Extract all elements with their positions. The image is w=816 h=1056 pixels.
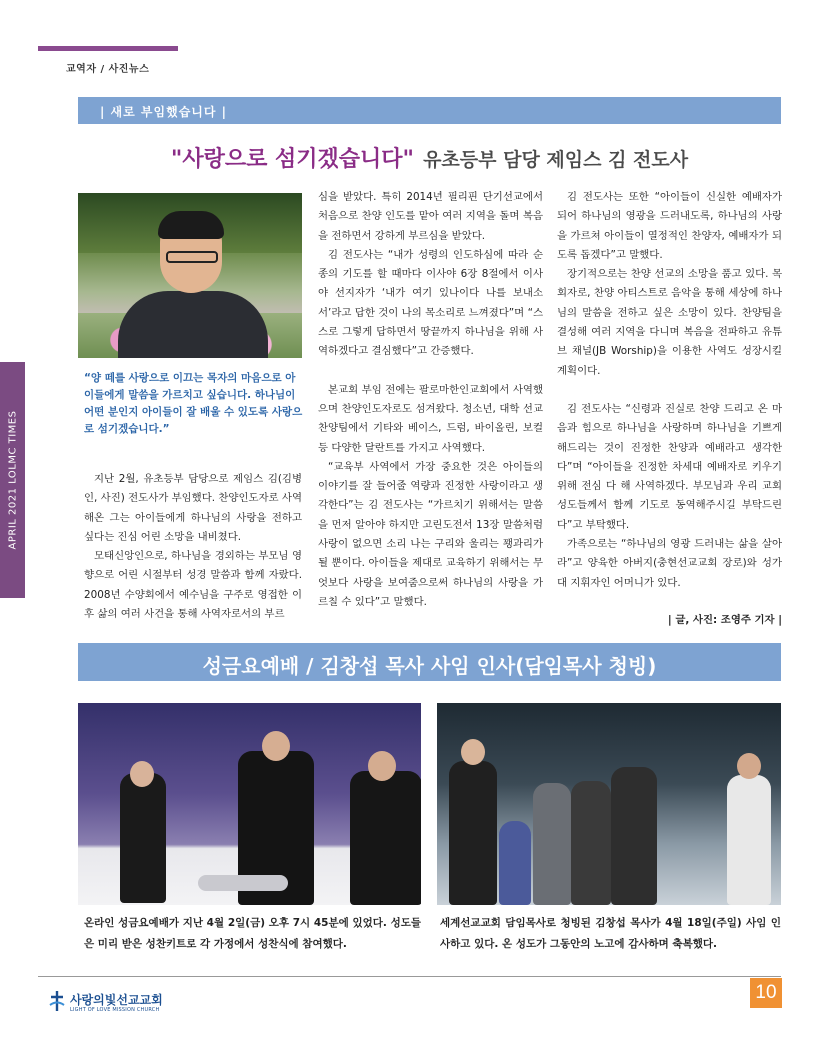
paragraph: 김 전도사는 “내가 성령의 인도하심에 따라 순종의 기도를 할 때마다 이사야 6장 8절에서 이사야 선지자가 ‘내가 여기 있나이다 나를 보내소서’라고 답한 것이 나의 목소리로 느껴졌다”며 “스스로 그렇게 답하면서 땅끝까지 하나님을 위해 사역하겠다고 결심했다”고 간증했다. (318, 248, 543, 358)
paragraph: 김 전도사는 또한 “아이들이 신실한 예배자가 되어 하나님의 영광을 드러내도록, 하나님의 사랑을 가르쳐 아이들이 열정적인 찬양자, 예배자가 되도록 돕겠다”고 말했다. (557, 191, 782, 261)
category-label: | 새로 부임했습니다 | (100, 105, 228, 119)
paragraph: 심을 받았다. 특히 2014년 필리핀 단기선교에서 처음으로 찬양 인도를 맡아 여러 지역을 돌며 복음을 전하면서 강하게 부르심을 받았다. (318, 191, 543, 242)
paragraph: 김 전도사는 “신령과 진실로 찬양 드리고 온 마음과 힘으로 하나님을 사랑하며 하나님을 기쁘게 해드리는 것이 진정한 찬양과 예배라고 생각한다”며 “아이들을 진정한 차세대 예배자로 키우기 위해 전심 다 해 사역하겠다. 부모님과 우리 교회 성도들께서 함께 기도로 동역해주시길 부탁드린다”고 부탁했다. (557, 402, 782, 531)
header-accent-bar (38, 46, 178, 51)
side-tab-label: APRIL 2021 LOLMC TIMES (7, 410, 18, 550)
photo-news-title: 성금요예배 / 김창섭 목사 사임 인사(담임목사 청빙) (202, 654, 657, 678)
headline-quote: "사랑으로 섬기겠습니다" (170, 147, 414, 172)
photo-news-banner (78, 643, 781, 681)
byline: | 글, 사진: 조영주 기자 | (667, 614, 782, 626)
good-friday-photo (78, 703, 421, 905)
logo-korean-name: 사랑의빛선교교회 (70, 993, 163, 1007)
farewell-photo (437, 703, 781, 905)
photo-caption-right: 세계선교교회 담임목사로 청빙된 김창섭 목사가 4월 18일(주일) 사임 인사하고 있다. 온 성도가 그동안의 노고에 감사하며 축복했다. (440, 917, 781, 950)
paragraph: 가족으로는 “하나님의 영광 드러내는 삶을 살아라”고 양육한 아버지(충현선교교회 장로)와 성가대 지휘자인 어머니가 있다. (557, 538, 782, 589)
paragraph: 모태신앙인으로, 하나님을 경외하는 부모님 영향으로 어린 시절부터 성경 말씀과 함께 자랐다. 2008년 수양회에서 예수님을 구주로 영접한 이후 삶의 여러 사건을 통해 사역자로서의 부르 (84, 550, 302, 621)
footer-divider (38, 976, 781, 977)
side-tab (0, 362, 25, 598)
article-headline (78, 142, 781, 173)
logo-english-name: LIGHT OF LOVE MISSION CHURCH (70, 1007, 160, 1013)
article-column-3 (557, 188, 782, 593)
pull-quote: “양 떼를 사랑으로 이끄는 목자의 마음으로 아이들에게 말씀을 가르치고 싶습니다. 하나님이 어떤 분인지 아이들이 잘 배울 수 있도록 사랑으로 섬기겠습니다.” (84, 372, 303, 435)
paragraph: 지난 2월, 유초등부 담당으로 제임스 김(김병인, 사진) 전도사가 부임했다. 찬양인도자로 사역해온 그는 아이들에게 하나님의 사랑을 전하고 싶다는 진심 어린 소망을 내비쳤다. (84, 473, 302, 543)
article-column-1 (84, 470, 302, 624)
page-number: 10 (750, 978, 782, 1008)
paragraph: 장기적으로는 찬양 선교의 소망을 품고 있다. 목회자로, 찬양 아티스트로 음악을 통해 세상에 하나님의 말씀을 전하고 싶은 소망이 있다. 찬양팀을 결성해 여러 지역을 다니며 복음을 전파하고 유튜브 채널(JB Worship)을 이용한 사역도 성장시킬 계획이다. (557, 268, 782, 377)
paragraph: 본교회 부임 전에는 팔로마한인교회에서 사역했으며 찬양인도자로도 섬겨왔다. 청소년, 대학 선교찬양팀에서 기타와 베이스, 드럼, 바이올린, 보컬 등 다양한 달란트를 가지고 사역했다. (318, 383, 543, 454)
photo-caption-left: 온라인 성금요예배가 지난 4월 2일(금) 오후 7시 45분에 있었다. 성도들은 미리 받은 성찬키트로 각 가정에서 성찬식에 참여했다. (84, 917, 421, 950)
section-label: 교역자 / 사진뉴스 (66, 64, 150, 75)
portrait-photo (78, 193, 302, 358)
paragraph: “교육부 사역에서 가장 중요한 것은 아이들의 이야기를 잘 들어줄 역량과 진정한 사랑이라고 생각한다”는 김 전도사는 “가르치기 위해서는 말씀을 먼저 알아야 하지만 고린도전서 13장 말씀처럼 사랑이 없으면 소리 나는 구리와 울리는 꽹과리가 될 뿐이다. 아이들을 제대로 교육하기 위해서는 무엇보다 사랑을 보여줌으로써 하나님의 사랑을 가르칠 수 있다”고 말했다. (318, 460, 543, 608)
headline-subtitle: 유초등부 담당 제임스 김 전도사 (423, 149, 689, 171)
category-banner (78, 97, 781, 124)
article-column-2 (318, 188, 543, 612)
church-logo-icon (48, 990, 66, 1012)
